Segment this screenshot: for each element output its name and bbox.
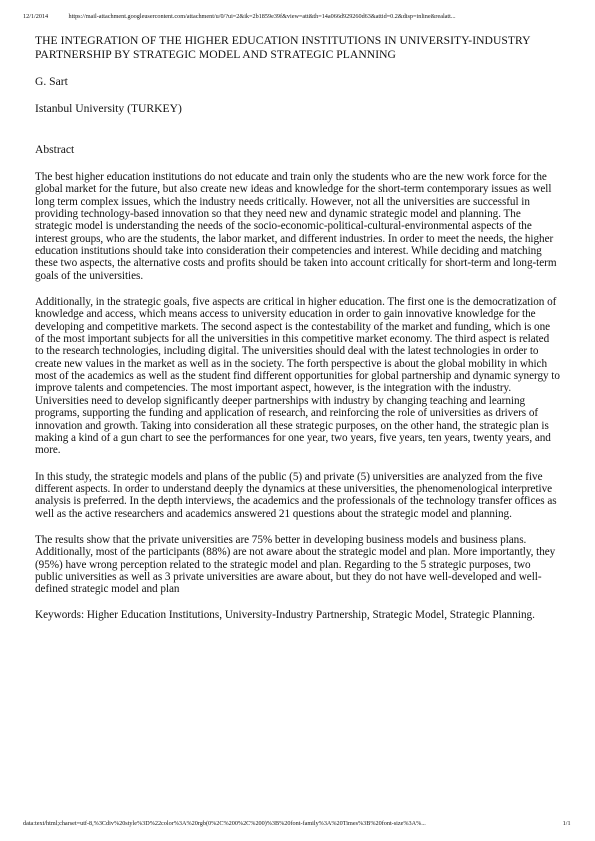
keywords: Keywords: Higher Education Institutions, University-Industry Partnership, Strategic Model, Strategic Planning. (35, 608, 535, 621)
paper-title: THE INTEGRATION OF THE HIGHER EDUCATION INSTITUTIONS IN UNIVERSITY-INDUSTRY PARTNERSHIP BY STRATEGIC MODEL AND STRATEGIC PLANNING (35, 34, 531, 61)
author-name: G. Sart (35, 75, 68, 89)
browser-print-header (23, 13, 573, 21)
print-date: 12/1/2014 (23, 13, 49, 20)
abstract-paragraph-2: Additionally, in the strategic goals, five aspects are critical in higher education. The first one is the democratization of knowledge and access, which means access to university education in order to gain innovative knowledge for the developing and competitive markets. The second aspect is the contestability of the market and funding, which is one of the most important subjects for all the universities in this competitive market economy. The third aspect is related to the research technologies, including digital. The universities should deal with the latest technologies in order to create new values in the market as well as in the society. The forth perspective is about the global mobility in which most of the academics as well as the student find different opportunities for global partnership and dynamic synergy to improve talents and competencies. The most important aspect, however, is the integration with the industry. Universities need to develop significantly deeper partnerships with industry by changing teaching and learning programs, supporting the funding and application of research, and reinforcing the role of universities as drivers of innovation and growth. Taking into consideration all these strategic purposes, on the other hand, the strategic plan is making a kind of a gun chart to see the performances for one year, two years, five years, ten years, twenty years, and more. (35, 296, 560, 457)
abstract-paragraph-3: In this study, the strategic models and plans of the public (5) and private (5) universities are analyzed from the five different aspects. In order to understand deeply the dynamics at these universities, the phenomenological interpretive analysis is preferred. In the depth interviews, the academics and the professionals of the technology transfer offices as well as the active researchers and academics answered 21 questions about the strategic model and planning. (35, 470, 557, 520)
author-affiliation: Istanbul University (TURKEY) (35, 101, 182, 115)
page-number: 1/1 (562, 820, 571, 827)
print-footer-url: data:text/html;charset=utf-8,%3Cdiv%20style%3D%22color%3A%20rgb(0%2C%200%2C%200)%3B%20font-family%3A%20Times%3B%20font-size%3A%... (23, 820, 426, 827)
print-url: https://mail-attachment.googleusercontent.com/attachment/u/0/?ui=2&ik=2b1859e39f&view=att&th=14a066d929260d63&attid=0.2&disp=inline&realatt... (68, 13, 456, 20)
browser-print-footer (23, 820, 573, 828)
abstract-paragraph-1: The best higher education institutions do not educate and train only the students who are the new work force for the global market for the future, but also create new ideas and knowledge for the short-term contemporary issues as well long term complex issues, which the industry needs critically. However, not all the universities are successful in providing technology-based innovation so that they need new and dynamic strategic model and planning. The strategic model is understanding the needs of the socio-economic-political-cultural-environmental aspects of the interest groups, who are the students, the labor market, and different industries. In order to meet the needs, the higher education institutions should take into consideration their competencies and interest. While deciding and matching these two aspects, the alternative costs and profits should be taken into account critically for short-term and long-term goals of the universities. (35, 170, 557, 282)
abstract-heading: Abstract (35, 143, 75, 157)
abstract-paragraph-4: The results show that the private universities are 75% better in developing business models and business plans. Additionally, most of the participants (88%) are not aware about the strategic model and plan. More importantly, they (95%) have wrong perception related to the strategic model and plan. Regarding to the 5 strategic purposes, two public universities as well as 3 private universities are aware about, but they do not have well-developed and well-defined strategic model and plan (35, 533, 556, 596)
document-body (35, 34, 560, 621)
